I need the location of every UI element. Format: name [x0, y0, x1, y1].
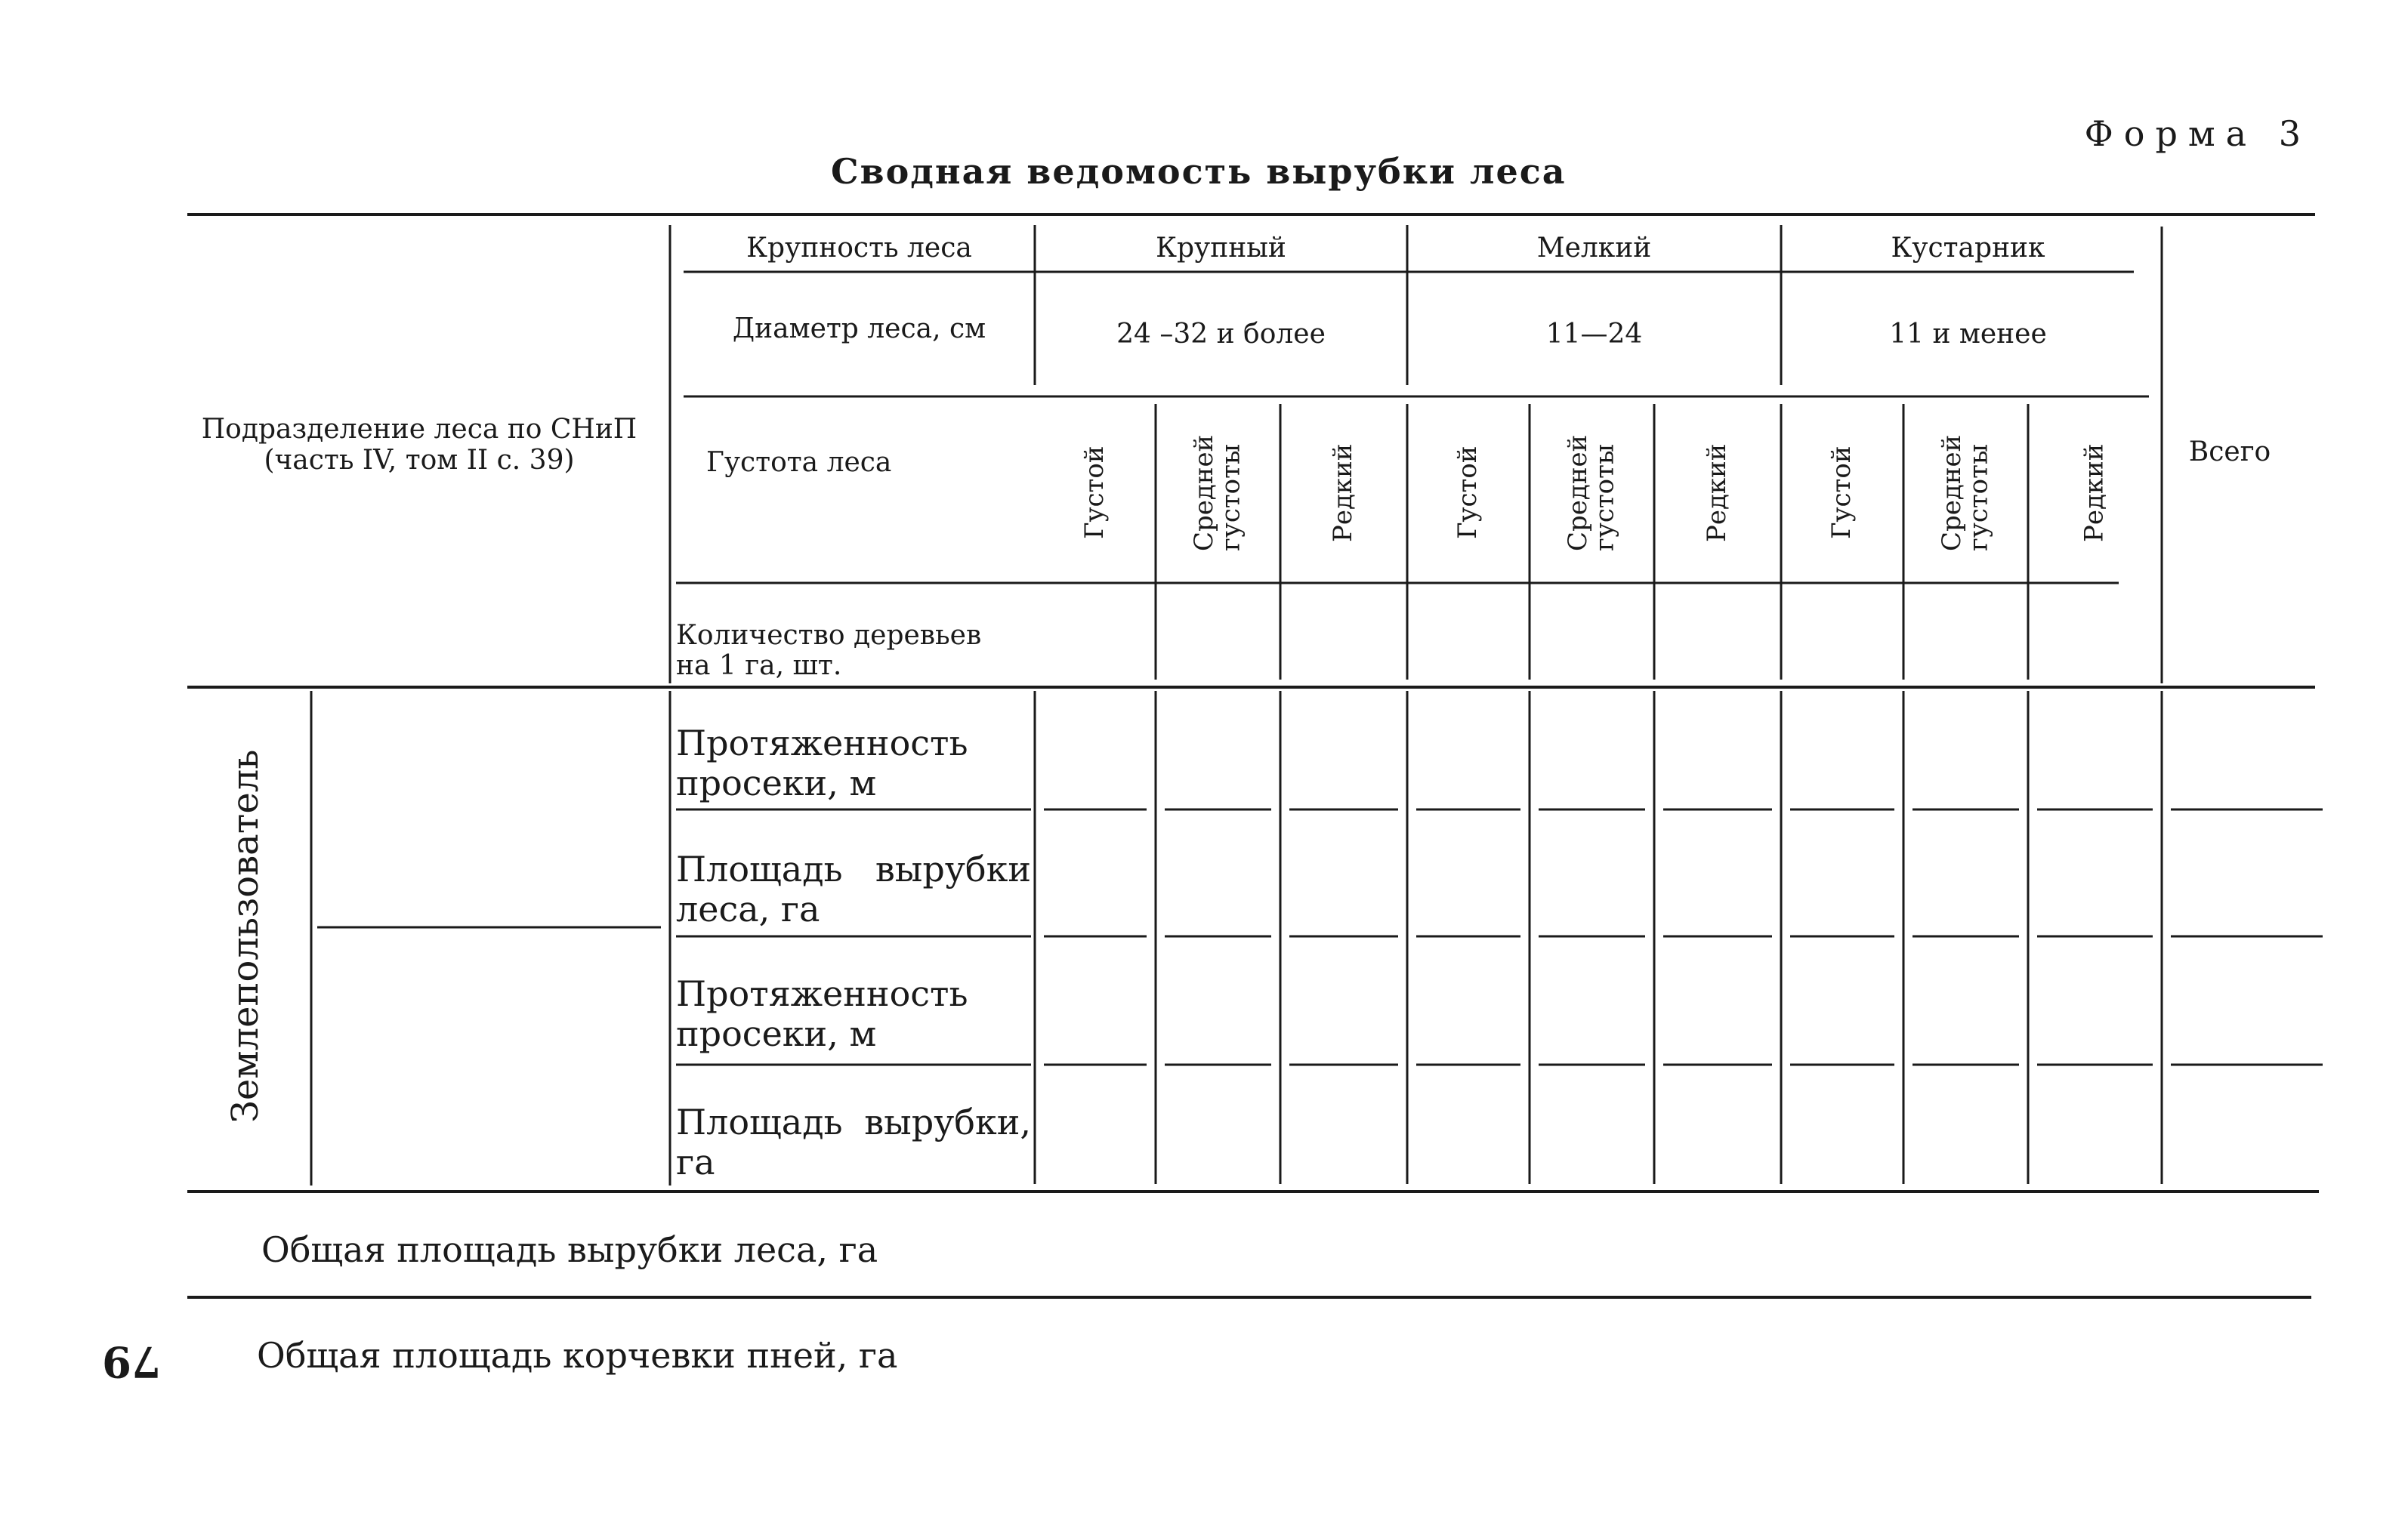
total-uprooting-area: Общая площадь корчевки пней, га [257, 1335, 898, 1376]
land-user-label: Землепользователь [224, 749, 267, 1124]
total-felling-area: Общая площадь вырубки леса, га [261, 1229, 878, 1270]
form-number: Форма 3 [2084, 113, 2311, 154]
density-label-8: Редкий [2079, 443, 2110, 542]
density-label-5: Редкий [1702, 443, 1733, 542]
density-label: Густота леса [706, 447, 892, 478]
density-label-4: Средней густоты [1562, 434, 1620, 551]
density-label-6: Густой [1826, 446, 1857, 540]
density-label-7: Средней густоты [1936, 434, 1994, 551]
row-label-clearing-length-1: Протяженность просеки, м [676, 723, 968, 803]
row-label-clearing-length-2: Протяженность просеки, м [676, 973, 968, 1054]
subdivision-label: Подразделение леса по СНиП (часть IV, том II с. 39) [201, 414, 638, 476]
density-label-1: Средней густоты [1188, 434, 1246, 551]
diameter-small: 11—24 [1545, 319, 1643, 350]
page-number: 79 [102, 1337, 161, 1386]
total-label: Всего [2188, 436, 2271, 467]
diameter-shrub: 11 и менее [1889, 319, 2047, 350]
group-shrub: Кустарник [1891, 233, 2045, 264]
row-label-felling-area-2: Площадь вырубки, га [676, 1102, 1031, 1182]
group-large: Крупный [1156, 233, 1286, 264]
diameter-label: Диаметр леса, см [732, 313, 986, 344]
group-small: Мелкий [1536, 233, 1652, 264]
page-title: Сводная ведомость вырубки леса [831, 151, 1567, 192]
size-label: Крупность леса [746, 233, 972, 264]
diameter-large: 24 –32 и более [1116, 319, 1326, 350]
row-label-felling-area-1: Площадь вырубки леса, га [676, 849, 1031, 930]
density-label-2: Редкий [1328, 443, 1359, 542]
density-label-0: Густой [1079, 446, 1110, 540]
density-label-3: Густой [1453, 446, 1483, 540]
tree-count-label: Количество деревьев на 1 га, шт. [676, 620, 982, 681]
